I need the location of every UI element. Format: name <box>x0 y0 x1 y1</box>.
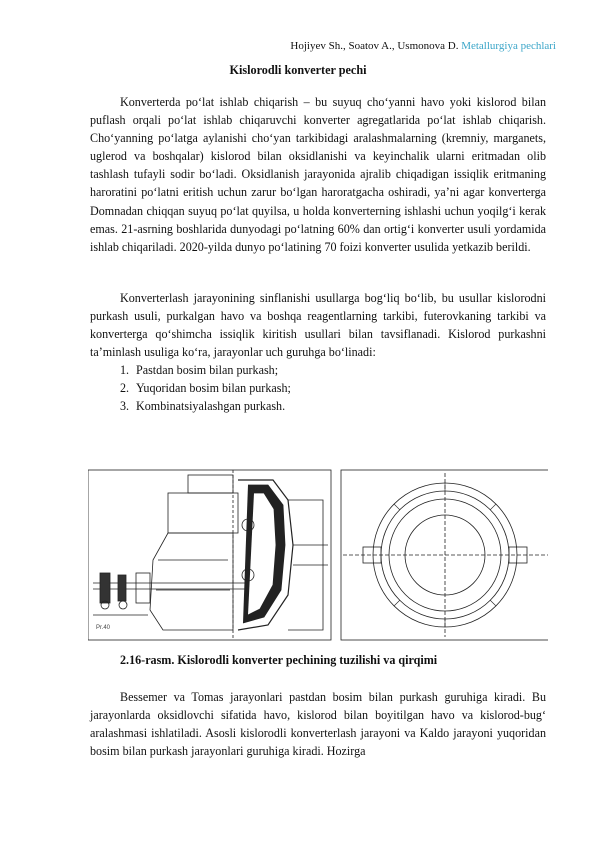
figure-label: Pr.40 <box>96 625 111 631</box>
figure-caption: 2.16-rasm. Kislorodli konverter pechining tuzilishi va qirqimi <box>120 653 438 667</box>
converter-figure <box>88 465 548 641</box>
list-item: 2. Yuqoridan bosim bilan purkash; <box>120 381 291 395</box>
list-item: 3. Kombinatsiyalashgan purkash. <box>120 399 286 413</box>
paragraph-processes <box>90 688 546 760</box>
header-authors: Hojiyev Sh., Soatov A., Usmonova D. <box>290 40 459 52</box>
page-header <box>290 40 556 52</box>
paragraph-2-text: Konverterlash jarayonining sinflanishi usullarga bog‘liq bo‘lib, bu usullar kislorodni purkash usuli, purkalgan havo va boshqa reagentlarning tarkibi, futerovkaning tarkibi va konverterga qo‘shimcha issiqlik kiritish usullari bilan tavsiflanadi. Kislorod purkashni ta’minlash usuliga ko‘ra, jarayonlar uch guruhga bo‘linadi: <box>90 291 546 360</box>
paragraph-1-text: Konverterda po‘lat ishlab chiqarish – bu suyuq cho‘yanni havo yoki kislorod bilan puflash orqali po‘lat ishlab chiqaruvchi konverter agregatlarida po‘lat ishlab chiqarish. Cho‘yanning po‘latga aylanishi cho‘yan tarkibidagi aralashmalarning (kremniy, marganets, uglerod va boshqalar) kislorod bilan oksidlanishi va keyinchalik ularni eritmadan olib tashlash tufayli sodir bo‘ladi. Oksidlanish jarayonida ajralib chiqadigan issiqlik eritmaning haroratini po‘latni eritish uchun zarur bo‘lgan haroratgacha oshiradi, ya’ni agar konverterga Domnadan chiqqan suyuq po‘lat quyilsa, u holda konverterning ishlashi uchun yoqilg‘i kerak emas. 21-asrning boshlarida dunyodagi po‘latning 60% dan ortig‘i konverter usuli yordamida ishlab chiqariladi. 2020-yilda dunyo po‘latining 70 foizi konverter usulida yetkazib berildi. <box>90 95 546 254</box>
list-item: 1. Pastdan bosim bilan purkash; <box>120 363 279 377</box>
section-title: Kislorodli konverter pechi <box>229 63 367 77</box>
header-course: Metallurgiya pechlari <box>461 40 556 52</box>
paragraph-3-text: Bessemer va Tomas jarayonlari pastdan bosim bilan purkash guruhiga kiradi. Bu jarayonlarda oksidlovchi sifatida havo, kislorod bilan boyitilgan havo va kislorod-bug‘ aralashmasi ishlatiladi. Asosli kislorodli konverterlash jarayoni va Kaldo jarayoni yuqoridan bosim bilan purkash jarayonlari guruhiga kiradi. Hozirga <box>90 690 546 759</box>
left-panel-frame <box>88 470 331 640</box>
blowing-methods-list <box>120 361 291 415</box>
paragraph-classification <box>90 289 546 361</box>
paragraph-intro <box>90 93 546 256</box>
converter-drawing <box>88 465 548 641</box>
